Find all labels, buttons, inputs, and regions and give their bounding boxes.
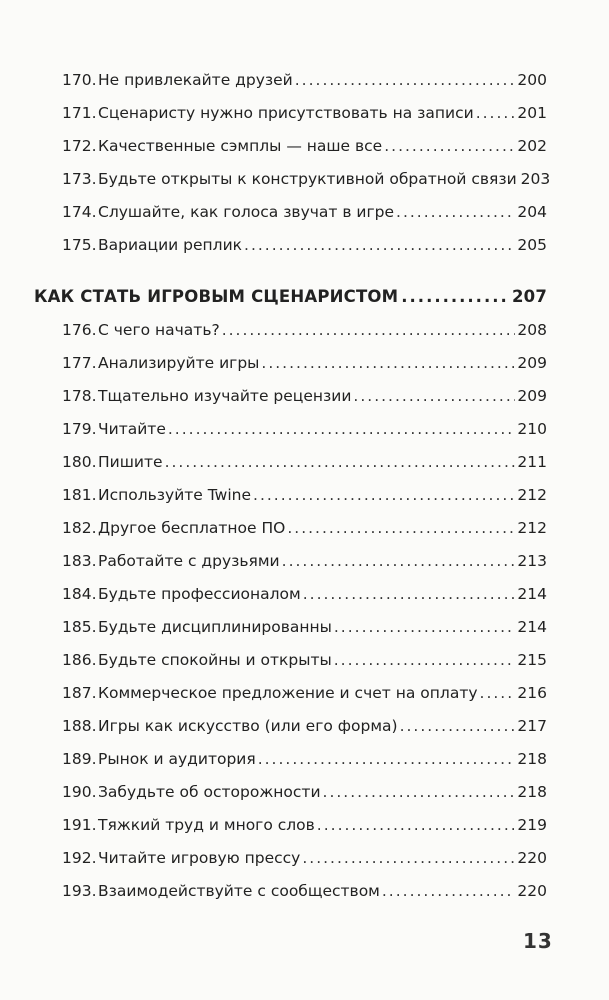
entry-title: Рынок и аудитория bbox=[98, 750, 256, 768]
entry-title: Тщательно изучайте рецензии bbox=[98, 387, 352, 405]
entry-title: Сценаристу нужно присутствовать на записи bbox=[98, 104, 474, 122]
entry-number: 186. bbox=[62, 651, 97, 669]
dot-leader bbox=[253, 483, 515, 507]
entry-number: 182. bbox=[62, 519, 97, 537]
toc-entry bbox=[62, 384, 547, 408]
entry-page: 212 bbox=[517, 486, 547, 504]
entry-title: Качественные сэмплы — наше все bbox=[98, 137, 383, 155]
entry-number: 189. bbox=[62, 750, 97, 768]
toc-entry bbox=[62, 615, 547, 639]
entry-page: 213 bbox=[517, 552, 547, 570]
dot-leader bbox=[222, 318, 516, 342]
entry-number: 181. bbox=[62, 486, 97, 504]
page-number: 13 bbox=[523, 929, 553, 953]
toc-entry bbox=[62, 681, 547, 705]
toc-entry bbox=[62, 101, 547, 125]
entry-number: 176. bbox=[62, 321, 97, 339]
toc-entry bbox=[62, 780, 547, 804]
entry-page: 218 bbox=[517, 783, 547, 801]
entry-page: 220 bbox=[517, 849, 547, 867]
entry-page: 214 bbox=[517, 618, 547, 636]
toc-entry bbox=[62, 714, 547, 738]
dot-leader bbox=[334, 648, 516, 672]
entry-page: 211 bbox=[517, 453, 547, 471]
dot-leader bbox=[303, 582, 516, 606]
toc-entry bbox=[62, 167, 551, 191]
dot-leader bbox=[384, 134, 515, 158]
entry-page: 219 bbox=[517, 816, 547, 834]
entry-page: 201 bbox=[517, 104, 547, 122]
entry-page: 209 bbox=[517, 387, 547, 405]
dot-leader bbox=[400, 714, 516, 738]
entry-number: 190. bbox=[62, 783, 97, 801]
entry-title: Будьте открыты к конструктивной обратной связи bbox=[98, 170, 517, 188]
toc-entry bbox=[62, 582, 547, 606]
dot-leader bbox=[287, 516, 515, 540]
toc-entry bbox=[62, 483, 547, 507]
entry-number: 175. bbox=[62, 236, 97, 254]
toc-entry bbox=[62, 233, 547, 257]
toc-entry bbox=[62, 200, 547, 224]
entry-page: 214 bbox=[517, 585, 547, 603]
entry-page: 215 bbox=[517, 651, 547, 669]
entry-page: 208 bbox=[517, 321, 547, 339]
entry-title: Взаимодействуйте с сообществом bbox=[98, 882, 380, 900]
entry-title: Читайте игровую прессу bbox=[98, 849, 301, 867]
entry-number: 178. bbox=[62, 387, 97, 405]
entry-title: С чего начать? bbox=[98, 321, 220, 339]
entry-page: 205 bbox=[517, 236, 547, 254]
entry-number: 172. bbox=[62, 137, 97, 155]
entry-title: Игры как искусство (или его форма) bbox=[98, 717, 398, 735]
entry-number: 180. bbox=[62, 453, 97, 471]
toc-entry bbox=[62, 549, 547, 573]
entry-number: 179. bbox=[62, 420, 97, 438]
entry-title: Забудьте об осторожности bbox=[98, 783, 321, 801]
entry-page: 203 bbox=[520, 170, 551, 188]
entry-page: 218 bbox=[517, 750, 547, 768]
dot-leader bbox=[476, 101, 516, 125]
entry-page: 212 bbox=[517, 519, 547, 537]
toc-entry bbox=[62, 747, 547, 771]
toc-entry bbox=[62, 846, 547, 870]
entry-page: 209 bbox=[517, 354, 547, 372]
entry-title: Будьте спокойны и открыты bbox=[98, 651, 332, 669]
entry-number: 173. bbox=[62, 170, 97, 188]
entry-number: 191. bbox=[62, 816, 97, 834]
entry-title: Другое бесплатное ПО bbox=[98, 519, 286, 537]
dot-leader bbox=[244, 233, 515, 257]
entry-title: Будьте профессионалом bbox=[98, 585, 301, 603]
entry-number: 177. bbox=[62, 354, 97, 372]
entry-number: 184. bbox=[62, 585, 97, 603]
entry-number: 174. bbox=[62, 203, 97, 221]
dot-leader bbox=[353, 384, 515, 408]
entry-page: 210 bbox=[517, 420, 547, 438]
entry-number: 192. bbox=[62, 849, 97, 867]
dot-leader bbox=[282, 549, 516, 573]
entry-page: 204 bbox=[517, 203, 547, 221]
toc-entry bbox=[62, 134, 547, 158]
toc-entry bbox=[62, 813, 547, 837]
entry-title: Анализируйте игры bbox=[98, 354, 260, 372]
entry-title: Не привлекайте друзей bbox=[98, 71, 293, 89]
entry-page: 220 bbox=[517, 882, 547, 900]
entry-title: Слушайте, как голоса звучат в игре bbox=[98, 203, 395, 221]
dot-leader bbox=[396, 200, 515, 224]
dot-leader bbox=[295, 68, 516, 92]
entry-number: 187. bbox=[62, 684, 97, 702]
section-title: КАК СТАТЬ ИГРОВЫМ СЦЕНАРИСТОМ bbox=[34, 287, 399, 306]
entry-page: 216 bbox=[517, 684, 547, 702]
dot-leader bbox=[317, 813, 516, 837]
entry-page: 202 bbox=[517, 137, 547, 155]
dot-leader bbox=[323, 780, 516, 804]
dot-leader bbox=[261, 351, 515, 375]
toc-entry bbox=[62, 318, 547, 342]
entry-title: Вариации реплик bbox=[98, 236, 243, 254]
dot-leader bbox=[382, 879, 516, 903]
toc-entry bbox=[62, 417, 547, 441]
dot-leader bbox=[334, 615, 516, 639]
entry-title: Читайте bbox=[98, 420, 166, 438]
entry-page: 217 bbox=[517, 717, 547, 735]
toc-entry bbox=[62, 516, 547, 540]
section-heading bbox=[34, 284, 547, 310]
toc-entry bbox=[62, 450, 547, 474]
entry-number: 188. bbox=[62, 717, 97, 735]
entry-title: Используйте Twine bbox=[98, 486, 252, 504]
dot-leader bbox=[401, 284, 509, 310]
toc-entry bbox=[62, 879, 547, 903]
entry-number: 171. bbox=[62, 104, 97, 122]
toc-entry bbox=[62, 68, 547, 92]
entry-title: Работайте с друзьями bbox=[98, 552, 280, 570]
dot-leader bbox=[480, 681, 516, 705]
entry-title: Коммерческое предложение и счет на оплату bbox=[98, 684, 478, 702]
entry-number: 170. bbox=[62, 71, 97, 89]
dot-leader bbox=[258, 747, 516, 771]
entry-number: 193. bbox=[62, 882, 97, 900]
entry-title: Будьте дисциплинированны bbox=[98, 618, 332, 636]
entry-title: Пишите bbox=[98, 453, 163, 471]
entry-number: 183. bbox=[62, 552, 97, 570]
entry-title: Тяжкий труд и много слов bbox=[98, 816, 315, 834]
entry-number: 185. bbox=[62, 618, 97, 636]
toc-entry bbox=[62, 648, 547, 672]
entry-page: 200 bbox=[517, 71, 547, 89]
dot-leader bbox=[168, 417, 516, 441]
section-page: 207 bbox=[511, 287, 547, 306]
toc-entry bbox=[62, 351, 547, 375]
dot-leader bbox=[302, 846, 515, 870]
dot-leader bbox=[165, 450, 516, 474]
